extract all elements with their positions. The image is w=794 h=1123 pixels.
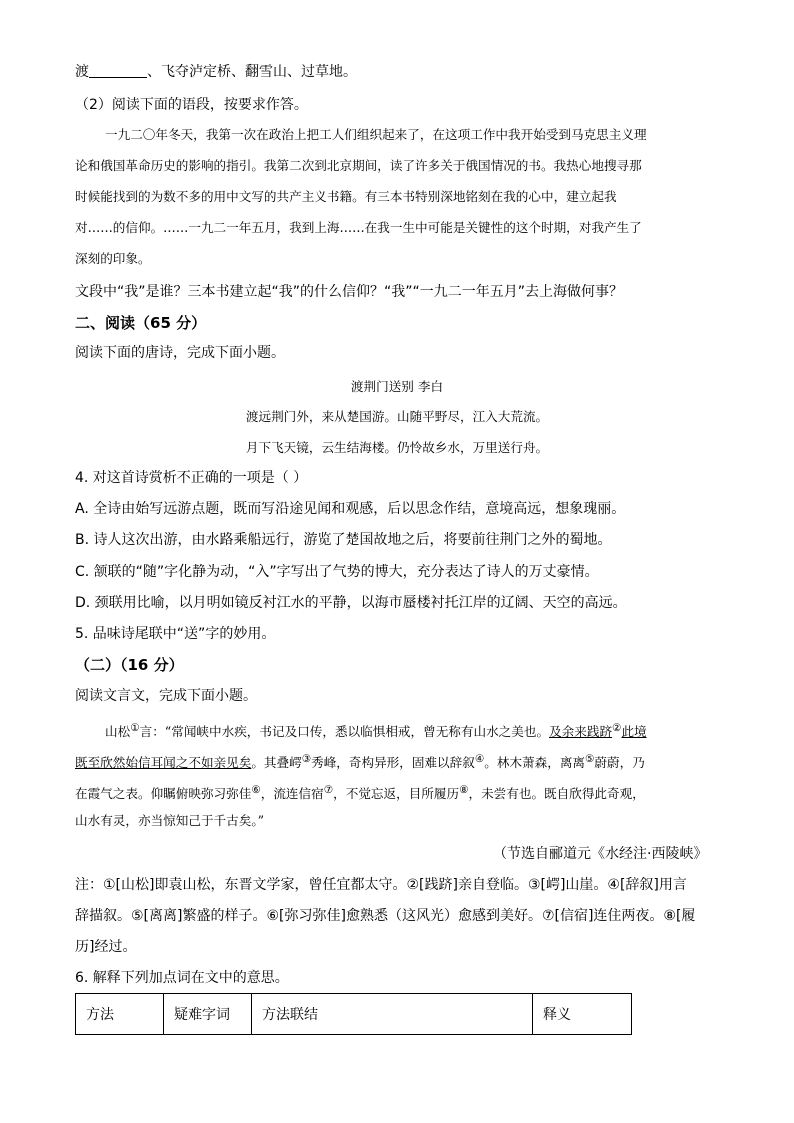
line1-post: 、飞夺泸定桥、翻雪山、过草地。 bbox=[147, 64, 357, 80]
note-mark: ④ bbox=[474, 753, 485, 765]
section-intro: 阅读下面的唐诗，完成下面小题。 bbox=[75, 345, 285, 361]
classical-text-line-3 bbox=[75, 780, 645, 804]
line1-pre: 渡 bbox=[75, 64, 89, 80]
text-seg: ，未尝有也。既自欣得此奇观， bbox=[468, 786, 645, 802]
passage-line-3: 时候能找到的为数不多的用中文写的共产主义书籍。有三本书特别深地铭刻在我的心中，建立起我 bbox=[75, 189, 617, 204]
answer-blank[interactable] bbox=[89, 63, 147, 78]
source-citation: （节选自郦道元《水经注·西陵峡》 bbox=[493, 846, 708, 862]
part-heading: （二）（16 分） bbox=[75, 656, 184, 674]
passage-line-5: 深刻的印象。 bbox=[75, 251, 151, 266]
passage-question: 文段中“我”是谁？三本书建立起“我”的什么信仰？“我”“一九二一年五月”去上海做何事？ bbox=[75, 284, 624, 300]
underlined-text: 既至欣然始信耳闻之不如亲见矣 bbox=[75, 755, 252, 771]
text-seg: 。其叠崿 bbox=[251, 755, 302, 771]
option-b[interactable]: B. 诗人这次出游，由水路乘船远行，游览了楚国故地之后，将要前往荆门之外的蜀地。 bbox=[75, 532, 612, 548]
note-mark: ⑧ bbox=[459, 784, 469, 796]
text-seg: ，不觉忘返，目所履历 bbox=[333, 786, 460, 802]
note-line-2: 辞描叙。⑤[离离]繁盛的样子。⑥[弥习弥佳]愈熟悉（这风光）愈感到美好。⑦[信宿]连住两夜。⑧[履 bbox=[75, 908, 696, 924]
text-seg: 秀峰，奇构异形，固难以辞叙 bbox=[311, 755, 475, 771]
classical-text-line-2 bbox=[75, 749, 645, 773]
text-seg: 言：“常闻峡中水疾，书记及口传，悉以临惧相戒，曾无称有山水之美也。 bbox=[139, 724, 550, 740]
poem-title: 渡荆门送别 李白 bbox=[350, 379, 444, 394]
text-seg: 在霞气之表。仰瞩俯映弥习弥佳 bbox=[75, 786, 252, 802]
part-intro: 阅读文言文，完成下面小题。 bbox=[75, 688, 257, 704]
table-row bbox=[76, 994, 632, 1035]
text-seg: 。林木萧森，离离 bbox=[484, 755, 585, 771]
text-seg: 山松 bbox=[105, 724, 131, 740]
table-header-cell: 方法联结 bbox=[252, 994, 533, 1035]
text-seg: ，流连信宿 bbox=[260, 786, 324, 802]
question-5: 5. 品味诗尾联中“送”字的妙用。 bbox=[75, 626, 276, 642]
note-mark: ⑤ bbox=[585, 753, 595, 765]
option-c[interactable]: C. 颔联的“随”字化静为动，“入”字写出了气势的博大，充分表达了诗人的万丈豪情。 bbox=[75, 564, 599, 580]
table-header-cell: 释义 bbox=[533, 994, 632, 1035]
note-mark: ① bbox=[130, 722, 140, 734]
note-mark: ③ bbox=[301, 753, 312, 765]
underlined-text: 及余来践跻 bbox=[549, 724, 613, 740]
poem-line-2: 月下飞天镜，云生结海楼。仍怜故乡水，万里送行舟。 bbox=[245, 440, 549, 455]
passage-line-1: 一九二〇年冬天，我第一次在政治上把工人们组织起来了，在这项工作中我开始受到马克思主义理 bbox=[105, 127, 647, 142]
poem-line-1: 渡远荆门外，来从楚国游。山随平野尽，江入大荒流。 bbox=[245, 409, 549, 424]
classical-text-line-4: 山水有灵，亦当惊知己于千古矣。” bbox=[75, 813, 265, 828]
note-mark: ⑦ bbox=[323, 784, 334, 796]
table-header-cell: 疑难字词 bbox=[164, 994, 252, 1035]
question-6: 6. 解释下列加点词在文中的意思。 bbox=[75, 970, 289, 986]
option-a[interactable]: A. 全诗由始写远游点题，既而写沿途见闻和观感，后以思念作结，意境高远，想象瑰丽。 bbox=[75, 501, 626, 517]
underlined-text: 此境 bbox=[621, 724, 647, 740]
question-4: 4. 对这首诗赏析不正确的一项是（ ） bbox=[75, 470, 308, 486]
section-heading: 二、阅读（65 分） bbox=[75, 314, 207, 332]
table-header-cell: 方法 bbox=[76, 994, 164, 1035]
text-seg: 蔚蔚，乃 bbox=[594, 755, 645, 771]
classical-text-line-1 bbox=[105, 718, 647, 742]
note-line-1: 注：①[山松]即袁山松，东晋文学家，曾任宜都太守。②[践跻]亲自登临。③[崿]山崖。④[辞叙]用言 bbox=[75, 877, 687, 893]
q-prev-line1 bbox=[75, 62, 357, 82]
sub-question-2: （2）阅读下面的语段，按要求作答。 bbox=[75, 97, 308, 113]
note-line-3: 历]经过。 bbox=[75, 939, 137, 955]
note-mark: ② bbox=[612, 722, 622, 734]
passage-line-2: 论和俄国革命历史的影响的指引。我第二次到北京期间，读了许多关于俄国情况的书。我热心地搜寻那 bbox=[75, 158, 642, 173]
note-mark: ⑥ bbox=[251, 784, 261, 796]
option-d[interactable]: D. 颈联用比喻，以月明如镜反衬江水的平静，以海市蜃楼衬托江岸的辽阔、天空的高远。 bbox=[75, 595, 627, 611]
passage-line-4: 对……的信仰。……一九二一年五月，我到上海……在我一生中可能是关键性的这个时期，对我产生了 bbox=[75, 220, 642, 235]
method-table bbox=[75, 993, 632, 1035]
